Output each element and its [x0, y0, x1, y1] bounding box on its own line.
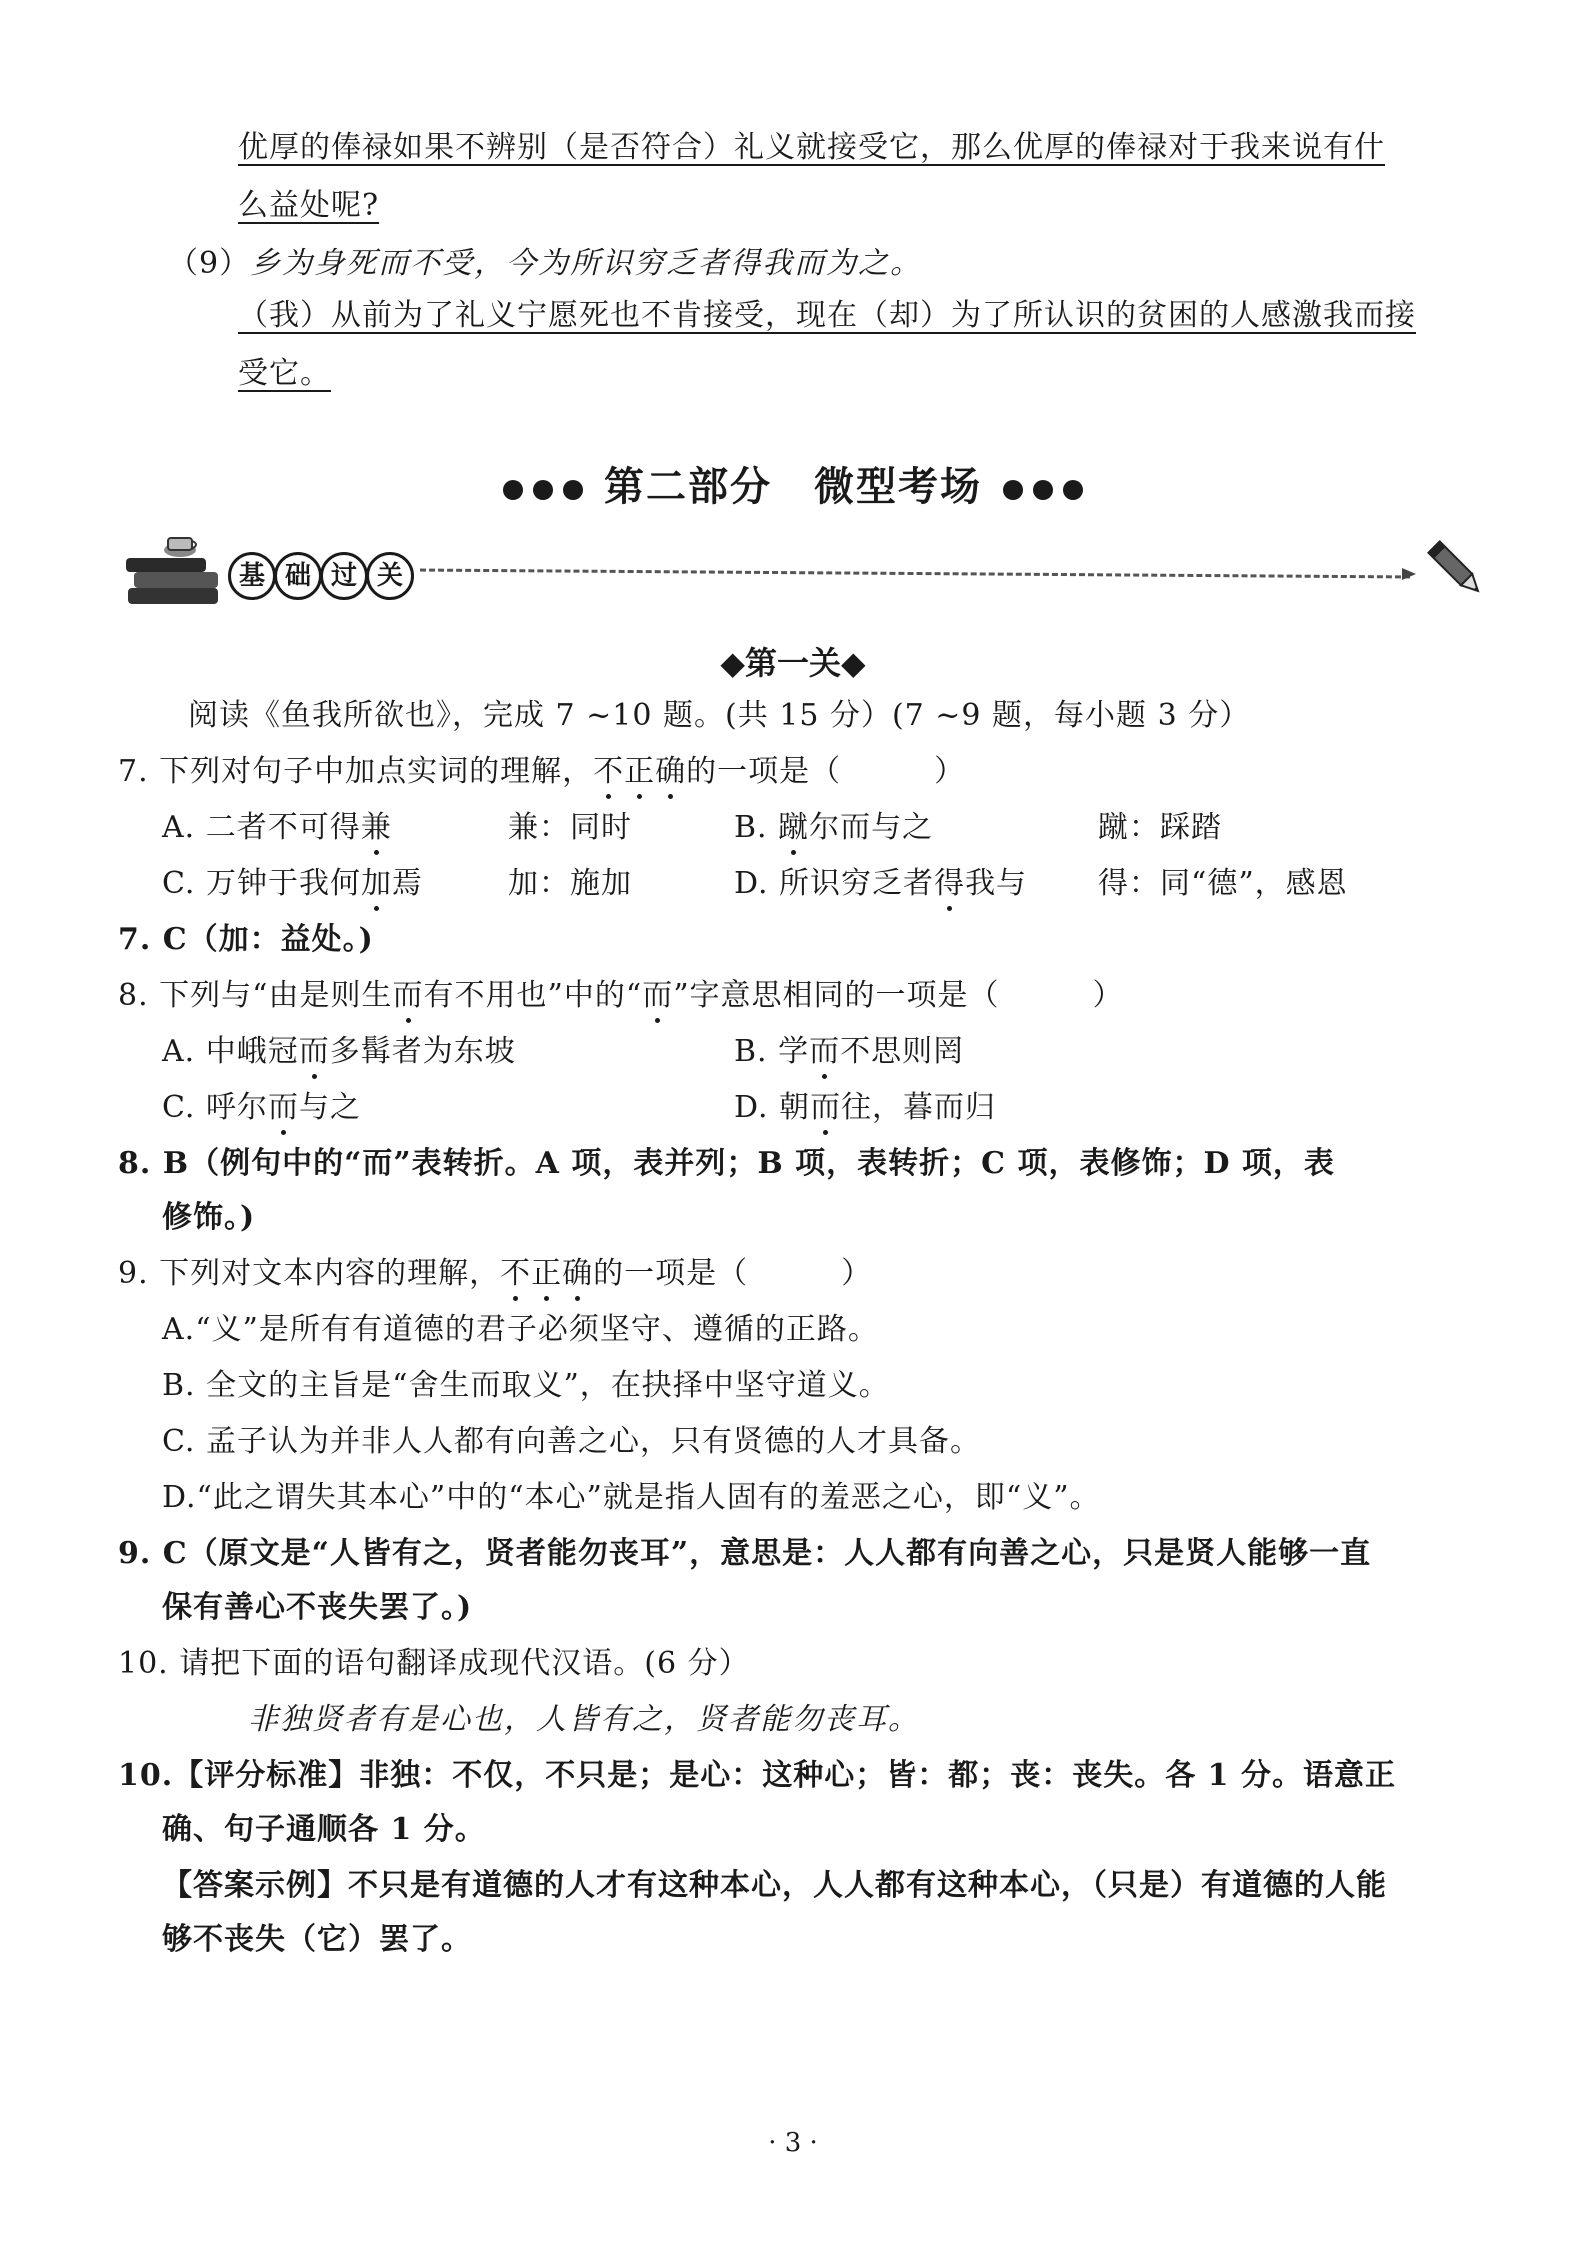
q8-stem-part: 有不用也”中的“	[423, 978, 643, 1013]
bullet-icon	[503, 480, 523, 500]
q8-option-a-text: A. 中峨冠	[162, 1034, 299, 1069]
q8-stem-part: ”字意思相同的一项是（ ）	[673, 978, 1124, 1013]
q8-option-c-text-end: 与之	[298, 1090, 361, 1125]
emphasis-dot-char: 正	[531, 1254, 562, 1294]
q7-option-b-text: 尔而与之	[809, 810, 934, 845]
q8-option-d	[734, 1088, 996, 1128]
q8-option-c-text: C. 呼尔	[162, 1090, 268, 1125]
banner-dashed-line	[420, 569, 1410, 579]
emphasis-dot-char: 不	[500, 1254, 531, 1294]
q9-answer-line-2: 受它。	[238, 356, 331, 391]
q7-option-a-gloss: 兼：同时	[508, 810, 632, 845]
q9-emphasis	[500, 1256, 593, 1291]
q7-emphasis	[593, 754, 686, 789]
q7-option-b-label: B.	[734, 810, 779, 845]
q8-option-b	[734, 1032, 964, 1072]
q7-option-c-text: C. 万钟于我何	[162, 866, 361, 901]
q10-answer-line-2: 确、句子通顺各 1 分。	[162, 1812, 486, 1847]
bullet-icon	[1063, 480, 1083, 500]
q9-stem-part: 的一项是（ ）	[593, 1256, 873, 1291]
q7-option-a-text: A. 二者不可得	[162, 810, 361, 845]
emphasis-dot-char: 正	[624, 752, 655, 792]
q7-option-d-text-end: 我与	[965, 866, 1028, 901]
dotted-char: 而	[268, 1088, 299, 1128]
dotted-char: 兼	[361, 808, 392, 848]
q8-stem-part: 8. 下列与“由是则生	[118, 978, 393, 1013]
dotted-char: 而	[809, 1032, 840, 1072]
q8-option-b-text-end: 不思则罔	[840, 1034, 965, 1069]
q9-source-text: 乡为身死而不受，今为所识穷乏者得我而为之。	[250, 246, 923, 281]
emphasis-dot-char: 确	[655, 752, 686, 792]
bullet-icon	[563, 480, 583, 500]
prev-answer-line-1: 优厚的俸禄如果不辨别（是否符合）礼义就接受它，那么优厚的俸禄对于我来说有什	[238, 130, 1385, 165]
q9-option-b: B. 全文的主旨是“舍生而取义”，在抉择中坚守道义。	[162, 1368, 890, 1403]
q8-answer-line-1: 8. B（例句中的“而”表转折。A 项，表并列；B 项，表转折；C 项，表修饰；D 项，表	[118, 1146, 1335, 1181]
pencil-icon	[1426, 534, 1486, 604]
q8-option-d-text-end: 往，暮而归	[841, 1090, 997, 1125]
q8-option-b-text: B. 学	[734, 1034, 810, 1069]
q8-option-a	[162, 1032, 516, 1072]
section-title	[0, 462, 1586, 512]
q10-answer-line-4: 够不丧失（它）罢了。	[162, 1922, 472, 1957]
bullet-icon	[533, 480, 553, 500]
q9-option-c: C. 孟子认为并非人人都有向善之心，只有贤德的人才具备。	[162, 1424, 981, 1459]
dotted-char: 蹴	[778, 808, 809, 848]
q7-stem-part: 的一项是（ ）	[686, 754, 966, 789]
arrow-right-icon	[1400, 564, 1420, 584]
q9-answer-line-2: 保有善心不丧失罢了。)	[162, 1590, 473, 1625]
q10-answer-line-3: 【答案示例】不只是有道德的人才有这种本心，人人都有这种本心，（只是）有道德的人能	[162, 1868, 1387, 1903]
q9-translation-item	[168, 244, 922, 284]
q8-option-a-text-end: 多髯者为东坡	[329, 1034, 516, 1069]
q9-option-d: D.“此之谓失其本心”中的“本心”就是指人固有的羞恶之心，即“义”。	[162, 1480, 1101, 1515]
q8-answer-line-2: 修饰。)	[162, 1200, 256, 1235]
reading-instruction: 阅读《鱼我所欲也》，完成 7 ~10 题。(共 15 分）(7 ~9 题，每小题 3 分）	[188, 698, 1251, 733]
q7-option-b-gloss: 蹴：踩踏	[1098, 810, 1222, 845]
dotted-char: 而	[642, 976, 673, 1016]
prev-answer-line-2: 么益处呢?	[238, 188, 380, 223]
q7-option-d-text: D. 所识穷乏者	[734, 866, 935, 901]
books-icon	[120, 528, 230, 618]
q7-option-a	[162, 808, 392, 848]
dotted-char: 加	[361, 864, 392, 904]
q7-option-c-text-end: 焉	[391, 866, 423, 901]
basic-level-banner	[120, 528, 1480, 618]
dotted-char: 而	[299, 1032, 330, 1072]
q9-label: （9）	[168, 246, 251, 281]
q7-option-c	[162, 864, 423, 904]
page-number: · 3 ·	[768, 2128, 818, 2158]
q10-answer-line-1: 10.【评分标准】非独：不仅，不只是；是心：这种心；皆：都；丧：丧失。各 1 分。语意正	[118, 1758, 1396, 1793]
q8-stem	[118, 976, 1124, 1016]
banner-char: 基	[228, 552, 276, 600]
q9-stem-part: 9. 下列对文本内容的理解，	[118, 1256, 501, 1291]
q9-stem	[118, 1254, 872, 1294]
dotted-char: 而	[810, 1088, 841, 1128]
q10-stem: 10. 请把下面的语句翻译成现代汉语。(6 分）	[118, 1646, 750, 1681]
q9-option-a: A.“义”是所有有道德的君子必须坚守、遵循的正路。	[162, 1312, 879, 1347]
q8-option-d-text: D. 朝	[734, 1090, 811, 1125]
q7-option-c-gloss: 加：施加	[508, 866, 632, 901]
q7-stem-part: 7. 下列对句子中加点实词的理解，	[118, 754, 594, 789]
q9-answer-line-1: （我）从前为了礼义宁愿死也不肯接受，现在（却）为了所认识的贫困的人感激我而接	[238, 298, 1416, 333]
emphasis-dot-char: 不	[593, 752, 624, 792]
bullet-icon	[1003, 480, 1023, 500]
q9-answer-line-1: 9. C（原文是“人皆有之，贤者能勿丧耳”，意思是：人人都有向善之心，只是贤人能够一直	[118, 1536, 1372, 1571]
q7-answer: 7. C（加：益处。)	[118, 922, 374, 957]
dotted-char: 得	[934, 864, 965, 904]
q7-option-d	[734, 864, 1027, 904]
level-title: ◆第一关◆	[720, 644, 866, 682]
banner-char: 关	[366, 552, 414, 600]
q7-option-d-gloss: 得：同“德”，感恩	[1098, 866, 1348, 901]
banner-char: 础	[274, 552, 322, 600]
q8-option-c	[162, 1088, 361, 1128]
emphasis-dot-char: 确	[562, 1254, 593, 1294]
q10-quote: 非独贤者有是心也，人皆有之，贤者能勿丧耳。	[248, 1702, 920, 1737]
section-title-text: 第二部分 微型考场	[604, 463, 982, 510]
bullet-icon	[1033, 480, 1053, 500]
q7-option-b	[734, 808, 933, 848]
banner-char: 过	[320, 552, 368, 600]
q7-stem	[118, 752, 965, 792]
dotted-char: 而	[393, 976, 424, 1016]
